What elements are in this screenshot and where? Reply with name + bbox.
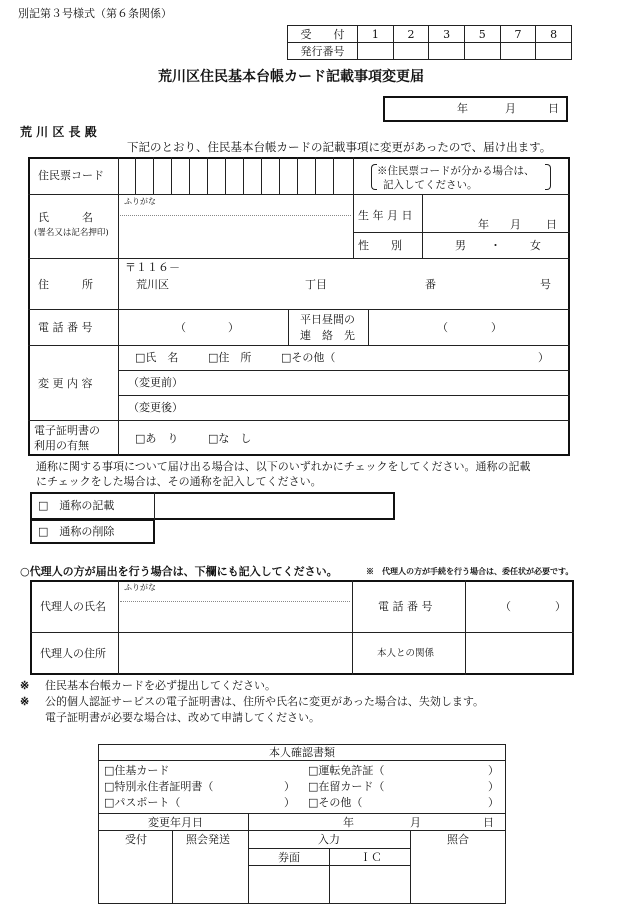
proxy-relation-label: 本人との関係 [377, 648, 435, 659]
office-month: 月 [410, 816, 421, 829]
inquiry-col-label: 照会発送 [186, 833, 230, 846]
change-label: 変 更 内 容 [38, 377, 93, 390]
bracket-right [545, 164, 551, 190]
code-cell-line [153, 157, 154, 194]
alias-note: にチェックをした場合は、その通称を記入してください。 [36, 475, 322, 488]
office-title: 本人確認書類 [269, 746, 335, 759]
note-mark: ※ [20, 695, 30, 708]
option-other-close: ） [538, 351, 549, 364]
date-year: 年 [457, 102, 468, 115]
doc-close: ） [488, 764, 499, 777]
issue-number-label: 発行番号 [288, 43, 358, 60]
proxy-name-input[interactable] [120, 603, 350, 631]
note-text: 住民基本台帳カードを必ず提出してください。 [45, 679, 276, 692]
code-cell-line [207, 157, 208, 194]
option-other-checkbox[interactable]: □その他（ [281, 351, 336, 364]
cert-yes-checkbox[interactable]: □あ り [135, 432, 179, 445]
chome-label: 丁目 [305, 278, 327, 291]
doc-passport-checkbox[interactable]: □パスポート（ [104, 796, 181, 809]
receipt-label: 受 付 [288, 26, 358, 43]
input-col-label: 入力 [318, 833, 340, 846]
postal-code: 〒１１６－ [125, 261, 180, 274]
doc-special-checkbox[interactable]: □特別永住者証明書（ [104, 780, 214, 793]
furigana-label: ふりがな [124, 197, 156, 206]
date-month: 月 [505, 102, 516, 115]
birth-month: 月 [510, 218, 521, 231]
issue-cell[interactable] [464, 43, 500, 60]
row-line [28, 194, 570, 195]
code-cell-line [353, 157, 354, 194]
code-note: ※住民票コードが分かる場合は、 [377, 165, 535, 177]
main-form [28, 157, 570, 456]
receipt-col-label: 受付 [125, 833, 147, 846]
code-cell-line [243, 157, 244, 194]
option-name-checkbox[interactable]: □氏 名 [135, 351, 179, 364]
col-line [368, 309, 369, 345]
birth-year: 年 [478, 218, 489, 231]
furigana-line [120, 215, 351, 216]
col-line [352, 580, 353, 675]
row-line [98, 830, 506, 831]
issue-cell[interactable] [358, 43, 394, 60]
proxy-name-label: 代理人の氏名 [40, 600, 106, 613]
code-cell-line [135, 157, 136, 194]
alias-note: 通称に関する事項について届け出る場合は、以下のいずれかにチェックをしてください。通称の記載 [36, 460, 531, 473]
birth-day: 日 [546, 218, 557, 231]
row-line [118, 370, 570, 371]
receipt-col: 7 [500, 26, 536, 43]
doc-close: ） [488, 780, 499, 793]
page-title: 荒川区住民基本台帳カード記載事項変更届 [158, 69, 424, 85]
tel-paren-close: ） [228, 321, 239, 334]
code-cell-line [225, 157, 226, 194]
col-line [118, 580, 119, 675]
receipt-col: 8 [536, 26, 572, 43]
issue-cell[interactable] [429, 43, 465, 60]
form-number: 別記第３号様式（第６条関係） [18, 7, 172, 20]
col-line [118, 157, 119, 456]
addressee: 荒 川 区 長 殿 [20, 125, 97, 139]
cert-label: 利用の有無 [34, 439, 89, 452]
address-label: 住 所 [38, 278, 93, 291]
row-line [98, 760, 506, 761]
proxy-furigana-line [120, 601, 350, 602]
note-mark: ※ [20, 679, 30, 692]
code-cell-line [333, 157, 334, 194]
row-line [28, 258, 570, 259]
code-cell-line [189, 157, 190, 194]
proxy-note: ※ 代理人の方が手続を行う場合は、委任状が必要です。 [366, 566, 574, 576]
proxy-tel-paren: （ ） [500, 600, 566, 613]
doc-license-checkbox[interactable]: □運転免許証（ [308, 764, 385, 777]
intro-text: 下記のとおり、住民基本台帳カードの記載事項に変更があったので、届け出ます。 [127, 140, 552, 154]
proxy-heading: ○代理人の方が届出を行う場合は、下欄にも記入してください。 [20, 565, 338, 578]
tel-label: 電 話 番 号 [38, 321, 93, 334]
cert-no-checkbox[interactable]: □な し [208, 432, 252, 445]
ward-name: 荒川区 [136, 278, 169, 291]
col-line [172, 830, 173, 904]
code-label: 住民票コード [38, 169, 104, 182]
proxy-tel-label: 電 話 番 号 [378, 600, 433, 613]
doc-other-checkbox[interactable]: □その他（ [308, 796, 363, 809]
row-line [28, 420, 570, 421]
sex-label: 性 別 [358, 239, 402, 252]
code-cell-line [279, 157, 280, 194]
issue-cell[interactable] [500, 43, 536, 60]
row-line [98, 813, 506, 814]
date-box[interactable] [383, 96, 568, 122]
code-cell-line [261, 157, 262, 194]
alias-delete-checkbox[interactable]: □ 通称の削除 [38, 525, 115, 538]
row-line [28, 345, 570, 346]
code-cell-line [171, 157, 172, 194]
receipt-col: 3 [429, 26, 465, 43]
doc-residence-checkbox[interactable]: □在留カード（ [308, 780, 385, 793]
doc-juki-checkbox[interactable]: □住基カード [104, 764, 170, 777]
note-text: 公的個人認証サービスの電子証明書は、住所や氏名に変更があった場合は、失効します。 [45, 695, 485, 708]
check-col-label: 照合 [447, 833, 469, 846]
sex-male[interactable]: 男 [455, 239, 466, 252]
change-date-label: 変更年月日 [148, 816, 203, 829]
ban-label: 番 [425, 278, 436, 291]
col-line [248, 813, 249, 904]
alias-input[interactable] [157, 494, 393, 518]
col-line [288, 309, 289, 345]
date-day: 日 [548, 102, 559, 115]
day-contact-label: 平日昼間の [300, 313, 355, 326]
col-line [465, 580, 466, 675]
option-address-checkbox[interactable]: □住 所 [208, 351, 252, 364]
name-label: 氏 名 [38, 211, 93, 224]
bracket-left [371, 164, 377, 190]
doc-close: ） [488, 796, 499, 809]
col-line [329, 848, 330, 904]
alias-record-checkbox[interactable]: □ 通称の記載 [38, 499, 115, 512]
receipt-table [287, 25, 572, 60]
office-year: 年 [343, 816, 354, 829]
receipt-col: 1 [358, 26, 394, 43]
row-line [28, 309, 570, 310]
before-label: （変更前） [128, 376, 183, 389]
col-line [353, 194, 354, 258]
code-cell-line [315, 157, 316, 194]
row-line [353, 232, 570, 233]
row-line [30, 632, 574, 633]
after-label: （変更後） [128, 401, 183, 414]
go-label: 号 [540, 278, 551, 291]
contact-paren-open: （ [437, 321, 448, 334]
note-text: 電子証明書が必要な場合は、改めて申請してください。 [45, 711, 320, 724]
office-day: 日 [483, 816, 494, 829]
face-col-label: 券面 [278, 851, 300, 864]
sex-separator: ・ [490, 239, 501, 252]
issue-cell[interactable] [536, 43, 572, 60]
col-line [422, 194, 423, 258]
issue-cell[interactable] [393, 43, 429, 60]
doc-close: ） [284, 796, 295, 809]
name-sub: (署名又は記名押印) [34, 228, 109, 238]
row-line [118, 395, 570, 396]
doc-close: ） [284, 780, 295, 793]
cert-label: 電子証明書の [34, 424, 100, 437]
proxy-address-label: 代理人の住所 [40, 647, 106, 660]
proxy-furigana-label: ふりがな [124, 583, 156, 592]
name-input[interactable] [120, 217, 351, 257]
receipt-col: 5 [464, 26, 500, 43]
col-line [410, 830, 411, 904]
ic-col-label: ＩＣ [360, 851, 382, 864]
sex-female[interactable]: 女 [530, 239, 541, 252]
day-contact-label: 連 絡 先 [300, 329, 355, 342]
birth-label: 生 年 月 日 [358, 209, 413, 222]
receipt-col: 2 [393, 26, 429, 43]
contact-paren-close: ） [491, 321, 502, 334]
code-cell-line [297, 157, 298, 194]
code-note: 記入してください。 [383, 179, 478, 191]
tel-paren-open: （ [175, 321, 186, 334]
